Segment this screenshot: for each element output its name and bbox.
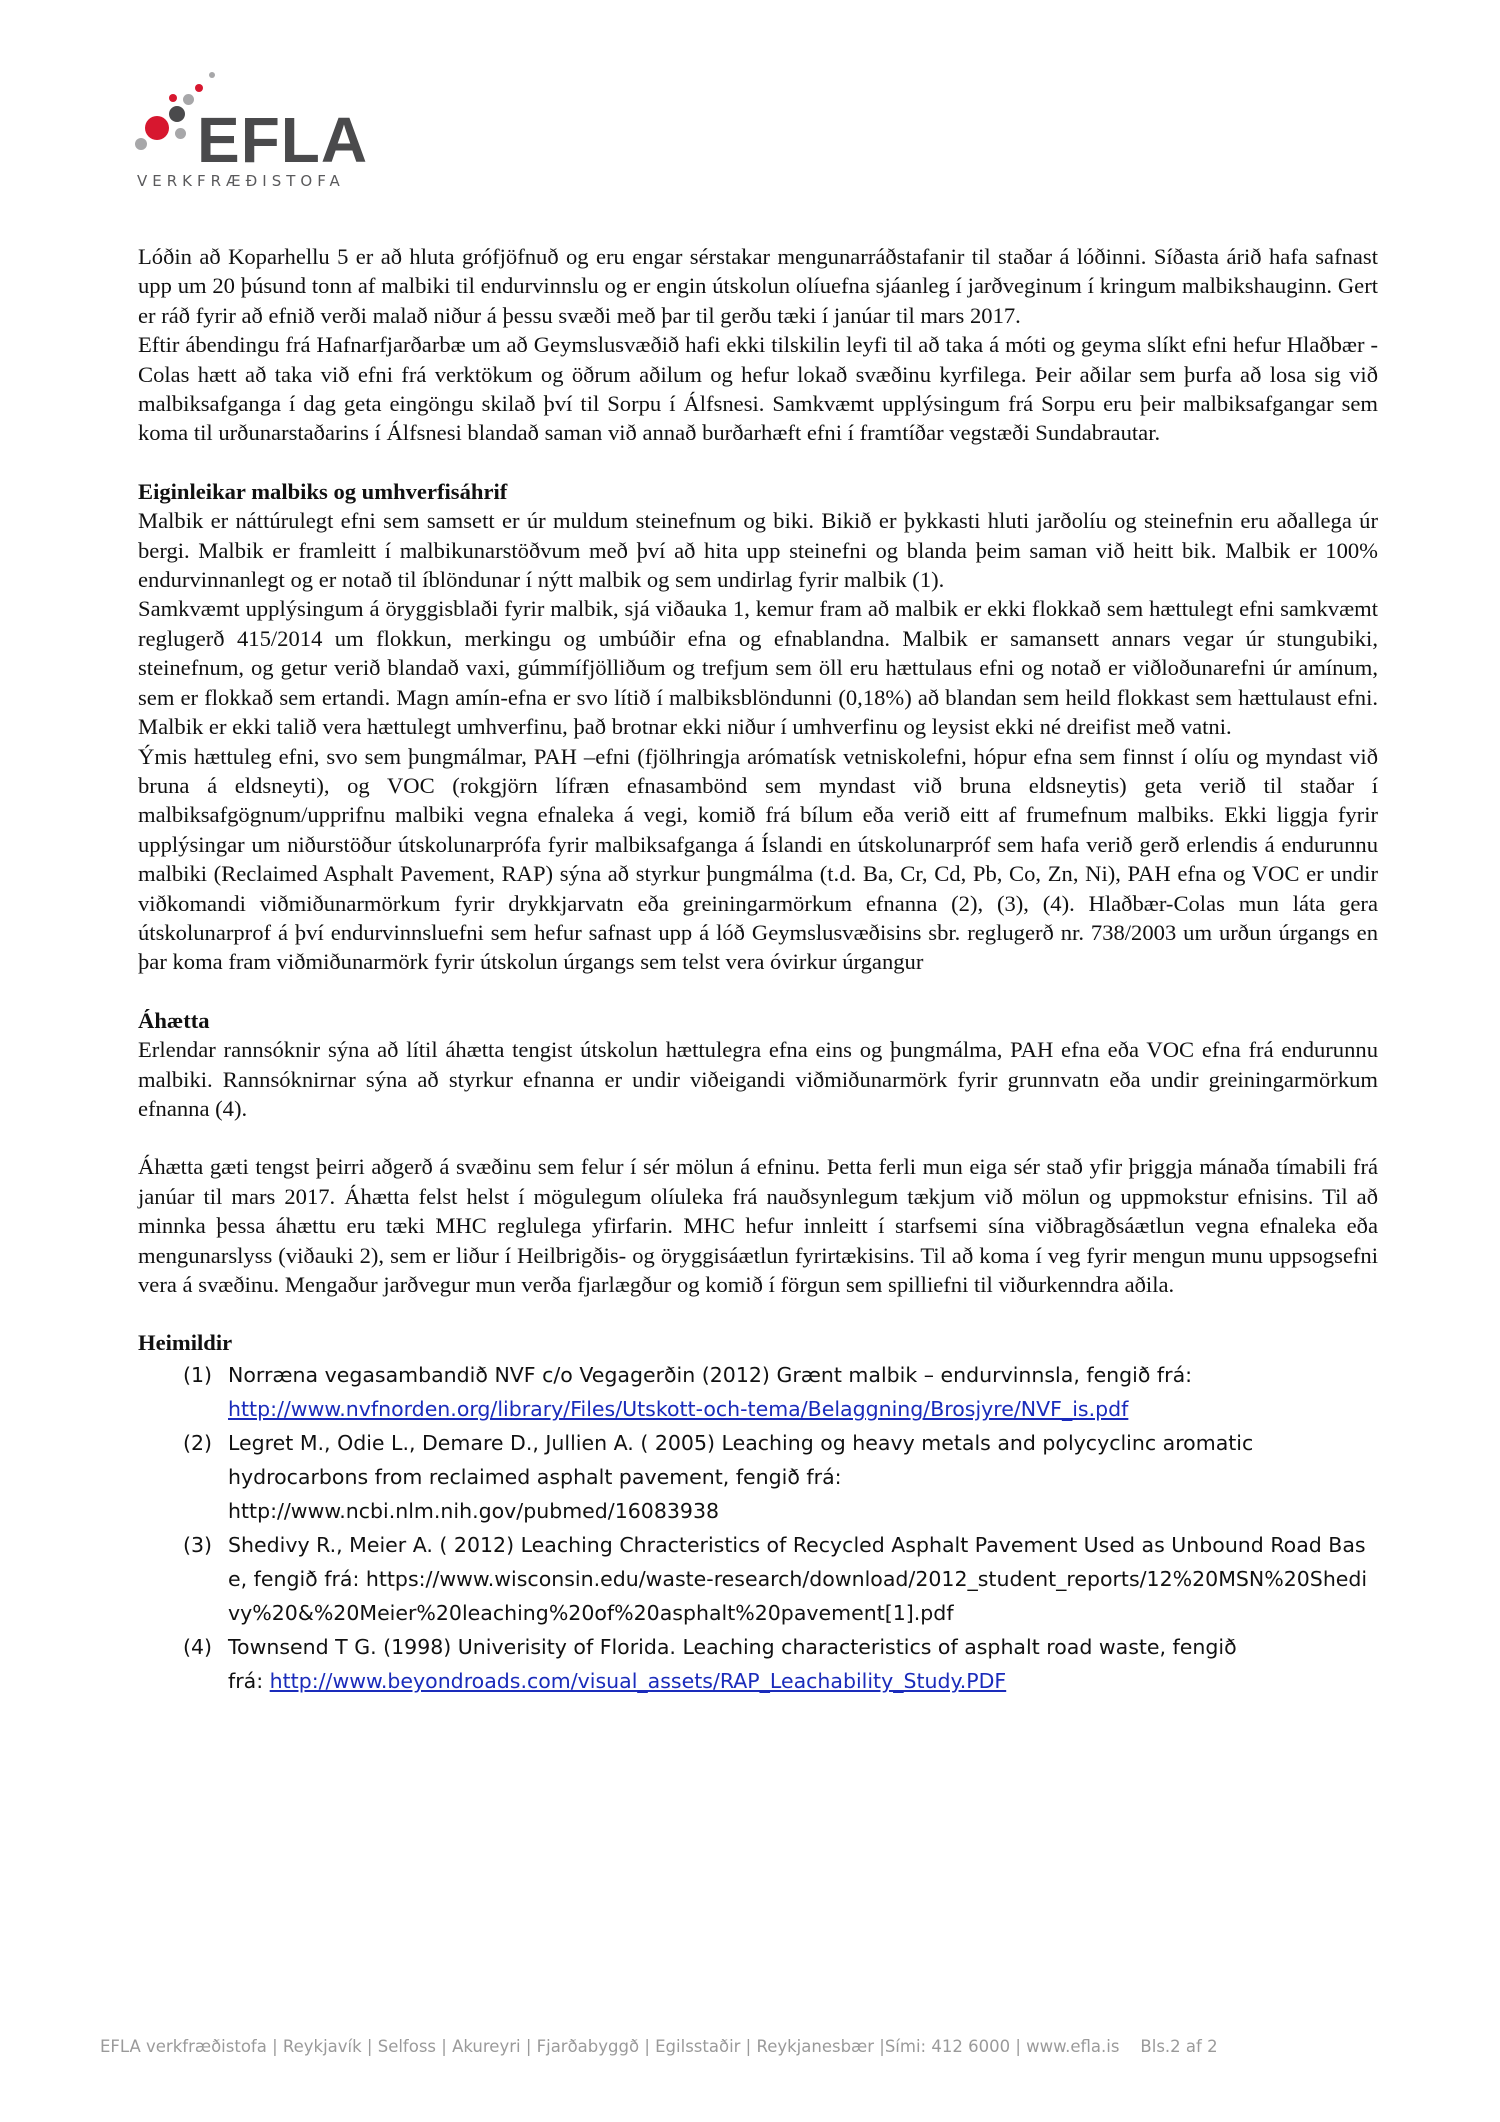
logo-dot-icon [183,94,194,105]
reference-text: Shedivy R., Meier A. ( 2012) Leaching Chracteristics of Recycled Asphalt Pavement Used as Unbound Road Base, fengið frá: https://www.wisconsin.edu/waste-research/download/2012_student_reports/12%20MSN%20Shedivy%20&%20Meier%20leaching%20of%20asphalt%20pavement[1].pdf [228,1532,1368,1625]
logo-dot-icon [145,116,169,140]
reference-url: http://www.ncbi.nlm.nih.gov/pubmed/16083938 [228,1498,720,1523]
reference-item [138,1358,1378,1426]
properties-paragraph-1: Malbik er náttúrulegt efni sem samsett er úr muldum steinefnum og biki. Bikið er þykkasti hluti jarðolíu og steinefnin eru aðallega úr bergi. Malbik er framleitt í malbikunarstöðvum með því að hita upp steinefni og blanda þeim saman við heitt bik. Malbik er 100% endurvinnanlegt og er notað til íblöndunar í nýtt malbik og sem undirlag fyrir malbik (1). [138,508,1378,593]
reference-number: (3) [183,1532,213,1557]
logo-dot-icon [169,106,185,122]
properties-paragraph-3: Ýmis hættuleg efni, svo sem þungmálmar, PAH –efni (fjölhringja arómatísk vetniskolefni, hópur efna sem finnst í olíu og myndast við bruna á eldsneyti), og VOC (rokgjörn lífræn efnasambönd sem myndast við bruna eldsneytis) geta verið til staðar í malbiksafgögnum/upprifnu malbiki vegna efnaleka á vegi, komið frá bílum eða verið eitt af frumefnum malbiks. Ekki liggja fyrir upplýsingar um niðurstöður útskolunarprófa fyrir malbiksafganga á Íslandi en útskolunarpróf sem hafa verið gerð erlendis á endurunnu malbiki (Reclaimed Asphalt Pavement, RAP) sýna að styrkur þungmálma (t.d. Ba, Cr, Cd, Pb, Co, Zn, Ni), PAH efna og VOC er undir viðkomandi viðmiðunarmörkum fyrir drykkjarvatn eða greiningarmörkum efnanna (2), (3), (4). Hlaðbær-Colas mun láta gera útskolunarprof á því endurvinnsluefni sem hefur safnast upp á lóð Geymslusvæðisins sbr. reglugerð nr. 738/2003 um urðun úrgangs en þar koma fram viðmiðunarmörk fyrir útskolun úrgangs sem telst vera óvirkur úrgangur [138,743,1378,975]
properties-paragraph-2: Samkvæmt upplýsingum á öryggisblaði fyrir malbik, sjá viðauka 1, kemur fram að malbik er ekki flokkað sem hættulegt efni samkvæmt reglugerð 415/2014 um flokkun, merkingu og umbúðir efna og efnablandna. Malbik er samansett annars vegar úr stungubiki, steinefnum, og getur verið blandað vaxi, gúmmífjölliðum og trefjum sem öll eru hættulaus efni og notað er viðloðunarefni úr amínum, sem er flokkað sem ertandi. Magn amín-efna er svo lítið í malbiksblöndunni (0,18%) að blandan sem heild flokkast sem hættulaust efni. Malbik er ekki talið vera hættulegt umhverfinu, það brotnar ekki niður í umhverfinu og leysist ekki né dreifist með vatni. [138,596,1378,740]
reference-link[interactable]: http://www.beyondroads.com/visual_assets/RAP_Leachability_Study.PDF [269,1668,1007,1693]
section-heading-properties: Eiginleikar malbiks og umhverfisáhrif [138,478,508,504]
reference-number: (1) [183,1362,213,1387]
section-heading-references: Heimildir [138,1330,233,1356]
reference-number: (2) [183,1430,213,1455]
reference-item [138,1528,1378,1630]
logo-dot-icon [169,94,177,102]
reference-item [138,1630,1378,1698]
reference-item [138,1426,1378,1528]
page-number: Bls.2 af 2 [1140,2037,1218,2056]
logo-dot-icon [195,84,203,92]
risk-paragraph-1: Erlendar rannsóknir sýna að lítil áhætta tengist útskolun hættulegra efna eins og þungmálma, PAH efna eða VOC efna frá endurunnu malbiki. Rannsóknirnar sýna að styrkur efnanna er undir viðeigandi viðmiðunarmörk fyrir grunnvatn eða undir greiningarmörkum efnanna (4). [138,1037,1378,1121]
reference-link[interactable]: http://www.nvfnorden.org/library/Files/Utskott-och-tema/Belaggning/Brosjyre/NVF_is.pdf [228,1396,1129,1421]
document-body [138,242,1378,1698]
intro-paragraph-2: Eftir ábendingu frá Hafnarfjarðarbæ um að Geymslusvæðið hafi ekki tilskilin leyfi til að taka á móti og geyma slíkt efni hefur Hlaðbær - Colas hætt að taka við efni frá verktökum og öðrum aðilum og hefur lokað svæðinu kyrfilega. Þeir aðilar sem þurfa að losa sig við malbiksafganga í dag geta eingöngu skilað því til Sorpu í Álfsnesi. Samkvæmt upplýsingum frá Sorpu eru þeir malbiksafgangar sem koma til urðunarstaðarins í Álfsnesi blandað saman við annað burðarhæft efni í framtíðar vegstæði Sundabrautar. [138,332,1378,446]
section-heading-risk: Áhætta [138,1007,210,1033]
reference-text: Norræna vegasambandið NVF c/o Vegagerðin (2012) Grænt malbik – endurvinnsla, fengið frá: [228,1362,1193,1387]
reference-number: (4) [183,1634,213,1659]
intro-paragraph-1: Lóðin að Koparhellu 5 er að hluta grófjöfnuð og eru engar sérstakar mengunarráðstafanir til staðar á lóðinni. Síðasta árið hafa safnast upp um 20 þúsund tonn af malbiki til endurvinnslu og er engin útskolun olíuefna sjáanleg í jarðveginum í kringum malbikshauginn. Gert er ráð fyrir að efnið verði malað niður á þessu svæði með þar til gerðu tæki í janúar til mars 2017. [138,244,1378,328]
risk-paragraph-2: Áhætta gæti tengst þeirri aðgerð á svæðinu sem felur í sér mölun á efninu. Þetta ferli mun eiga sér stað yfir þriggja mánaða tímabili frá janúar til mars 2017. Áhætta felst helst í mögulegum olíuleka frá nauðsynlegum tækjum við mölun og uppmokstur efnisins. Til að minnka þessa áhættu eru tæki MHC reglulega yfirfarin. MHC hefur innleitt í starfsemi sína viðbragðsáætlun vegna efnaleka eða mengunarslyss (viðauki 2), sem er liður í Heilbrigðis- og öryggisáætlun fyrirtækisins. Til að koma í veg fyrir mengun munu uppsogsefni vera á svæðinu. Mengaður jarðvegur mun verða fjarlægður og komið í förgun sem spilliefni til viðurkenndra aðila. [138,1154,1378,1297]
page-footer [100,2037,1410,2056]
logo-dot-icon [175,128,186,139]
reference-text: Townsend T G. (1998) Univerisity of Florida. Leaching characteristics of asphalt road waste, fengið [228,1634,1237,1659]
reference-link-prefix: frá: [228,1668,264,1693]
logo-subtitle: VERKFRÆÐISTOFA [137,172,345,190]
logo-wordmark: EFLA [197,104,369,176]
reference-list [138,1358,1378,1698]
footer-contact: EFLA verkfræðistofa | Reykjavík | Selfoss | Akureyri | Fjarðabyggð | Egilsstaðir | Reykjanesbær |Sími: 412 6000 | www.efla.is [100,2037,1120,2056]
efla-logo [135,90,375,190]
logo-dot-icon [209,72,215,78]
reference-text: Legret M., Odie L., Demare D., Jullien A. ( 2005) Leaching og heavy metals and polycyclinc aromatic hydrocarbons from reclaimed asphalt pavement, fengið frá: [228,1430,1254,1489]
logo-dot-icon [135,138,147,150]
